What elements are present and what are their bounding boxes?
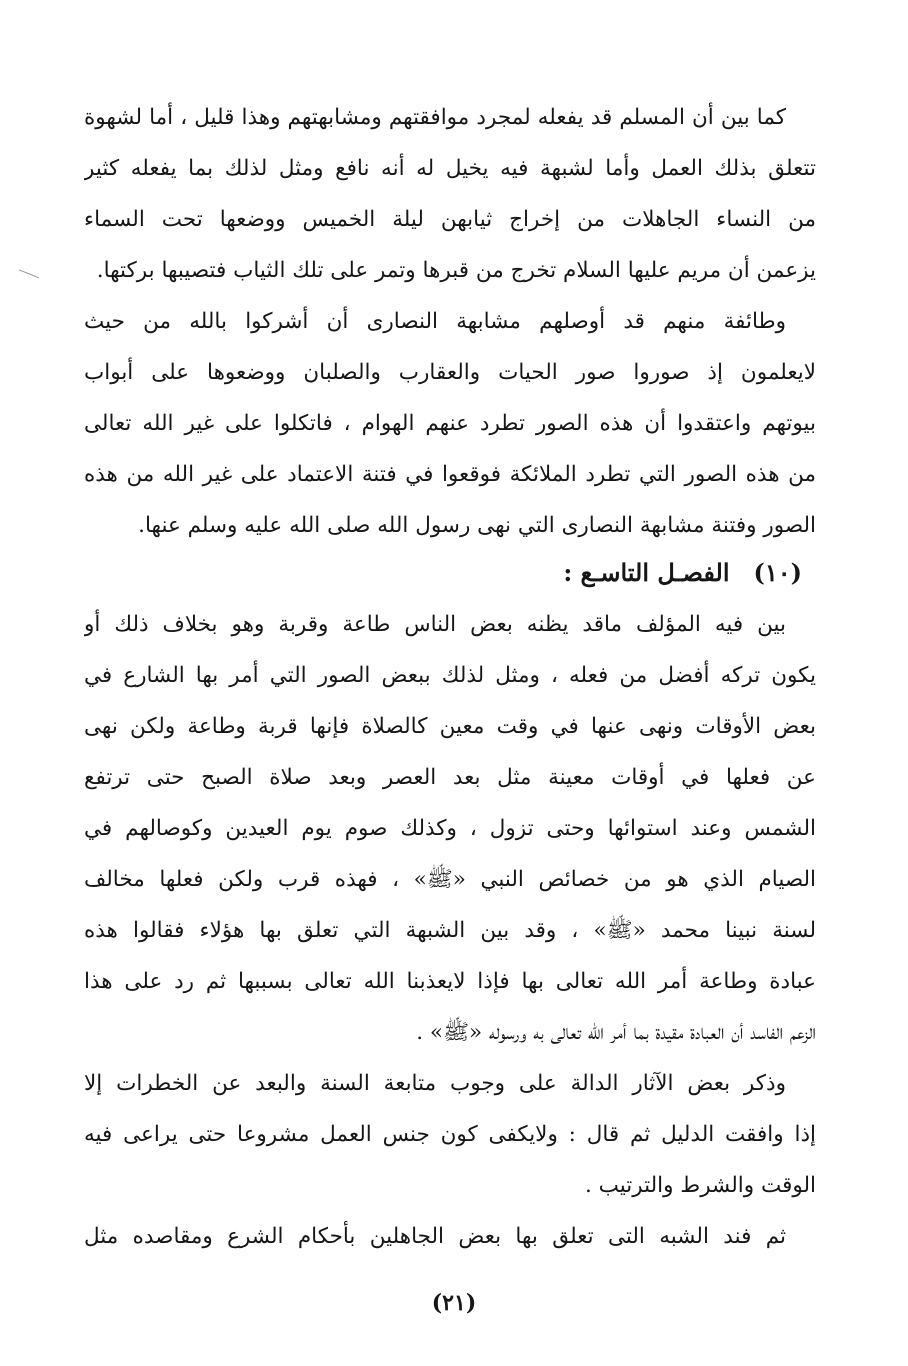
text-line: بعض الأوقات ونهى عنها في وقت معين كالصلاة فإنها قربة وطاعة ولكن نهى	[84, 714, 816, 739]
paragraph-3	[84, 599, 816, 1058]
text-line: عبادة وطاعة أمر الله تعالى بها فإذا لايعذبنا الله تعالى بسببها ثم رد على هذا	[84, 969, 816, 994]
text-line: الصور وفتنة مشابهة النصارى التي نهى رسول الله صلى الله عليه وسلم عنها.	[138, 513, 816, 538]
text-line: وذكر بعض الآثار الدالة على وجوب متابعة السنة والبعد عن الخطرات إلا	[84, 1071, 786, 1096]
paragraph-2	[84, 296, 816, 551]
text-line: وطائفة منهم قد أوصلهم مشابهة النصارى أن أشركوا بالله من حيث	[84, 309, 786, 334]
text-line: كما بين أن المسلم قد يفعله لمجرد موافقتهم ومشابهتهم وهذا قليل ، أما لشهوة	[84, 105, 786, 130]
text-line: ثم فند الشبه التى تعلق بها بعض الجاهلين بأحكام الشرع ومقاصده مثل	[84, 1224, 786, 1249]
chapter-number: (١٠)	[753, 558, 802, 587]
page-number: (٢١)	[431, 1290, 477, 1316]
text-line: الزعم الفاسد أن العبادة مقيدة بما أمر الله تعالى به ورسوله «ﷺ» .	[416, 1020, 816, 1045]
text-line: من هذه الصور التي تطرد الملائكة فوقعوا في فتنة الاعتماد على غير الله من هذه	[84, 462, 816, 487]
paragraph-5	[84, 1211, 816, 1262]
text-line: لسنة نبينا محمد «ﷺ» ، وقد بين الشبهة التي تعلق بها هؤلاء فقالوا هذه	[84, 918, 816, 943]
text-line: يكون تركه أفضل من فعله ، ومثل لذلك ببعض الصور التي أمر بها الشارع في	[84, 663, 816, 688]
text-line: الشمس وعند استوائها وحتى تزول ، وكذلك صوم يوم العيدين وكوصالهم في	[84, 816, 816, 841]
page-body	[84, 92, 816, 1262]
text-line: إذا وافقت الدليل ثم قال : ولايكفى كون جنس العمل مشروعا حتى يراعى فيه	[84, 1122, 816, 1147]
text-line: الوقت والشرط والترتيب .	[584, 1173, 816, 1198]
paragraph-4	[84, 1058, 816, 1211]
chapter-heading	[84, 551, 816, 599]
text-line: بيوتهم واعتقدوا أن هذه الصور تطرد عنهم الهوام ، فاتكلوا على غير الله تعالى	[84, 411, 816, 436]
text-line: بين فيه المؤلف ماقد يظنه بعض الناس طاعة وقربة وهو بخلاف ذلك أو	[84, 612, 786, 637]
text-line: من النساء الجاهلات من إخراج ثيابهن ليلة الخميس ووضعها تحت السماء	[84, 207, 816, 232]
text-line: عن فعلها في أوقات معينة مثل بعد العصر وبعد صلاة الصبح حتى ترتفع	[84, 765, 816, 790]
chapter-title: الفصـل التاسـع :	[563, 558, 730, 587]
paragraph-1	[84, 92, 816, 296]
text-line: الصيام الذي هو من خصائص النبي «ﷺ» ، فهذه قرب ولكن فعلها مخالف	[84, 867, 816, 892]
text-line: لايعلمون إذ صوروا صور الحيات والعقارب والصلبان ووضعوها على أبواب	[84, 360, 816, 385]
margin-pencil-mark	[18, 268, 40, 280]
text-line: تتعلق بذلك العمل وأما لشبهة فيه يخيل له أنه نافع ومثل لذلك بما يفعله كثير	[84, 156, 816, 181]
text-line: يزعمن أن مريم عليها السلام تخرج من قبرها وتمر على تلك الثياب فتصيبها بركتها.	[96, 258, 816, 283]
